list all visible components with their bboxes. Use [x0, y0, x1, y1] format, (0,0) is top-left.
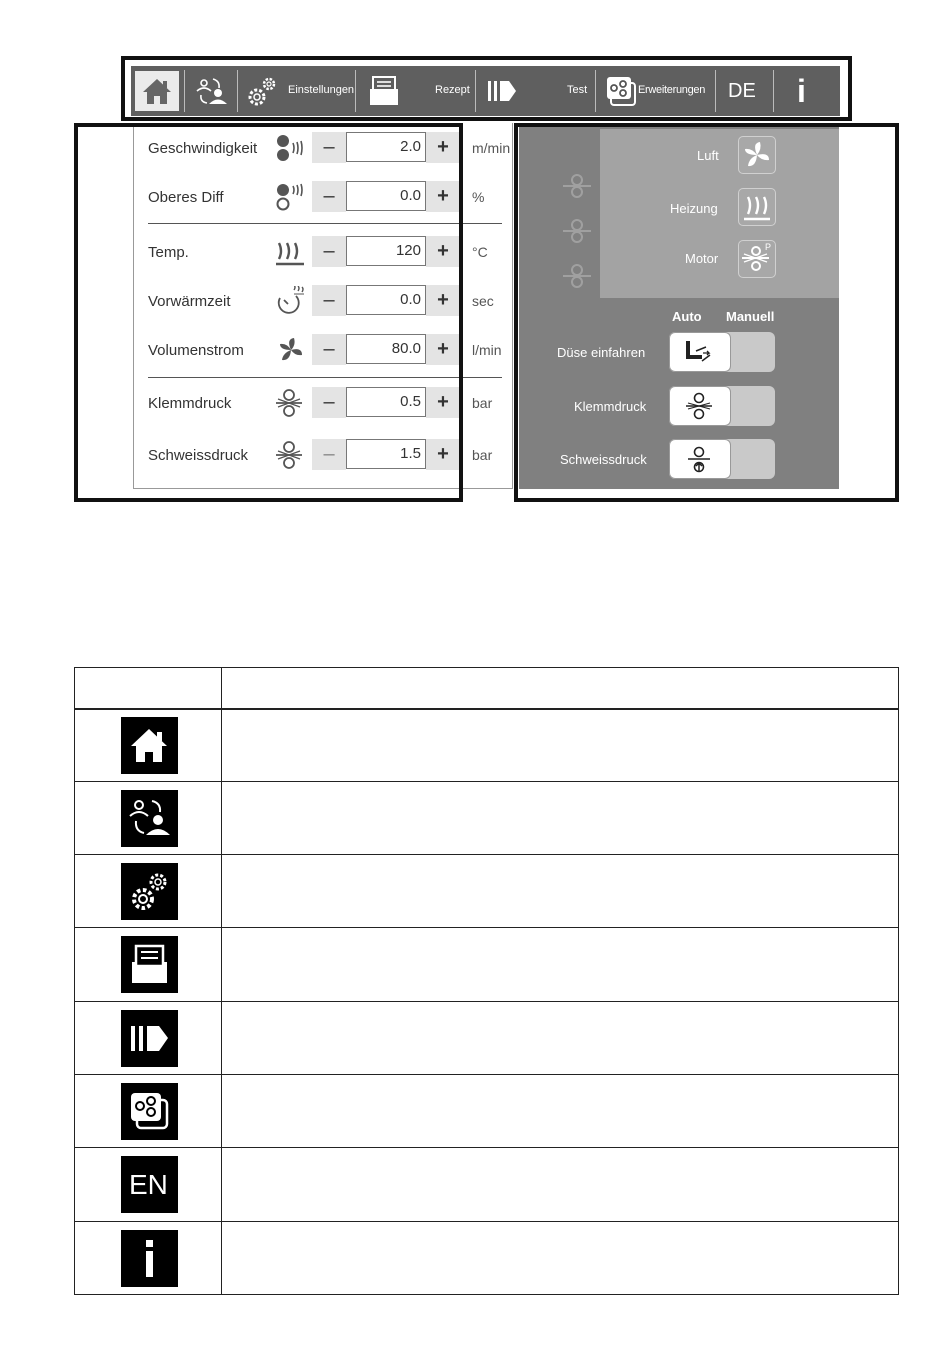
param-row-preheat [134, 284, 514, 318]
row-divider [75, 781, 898, 782]
increase-button[interactable]: + [426, 387, 460, 418]
nozzle-retract-label: Düse einfahren [557, 345, 646, 360]
clamp-pressure-label: Klemmdruck [574, 399, 647, 414]
heating-icon [739, 189, 775, 225]
info-icon [121, 1230, 178, 1287]
clamp-pressure-icon [670, 387, 730, 425]
toolbar-divider [184, 70, 185, 112]
row-divider [75, 927, 898, 928]
svg-text:P: P [765, 242, 772, 252]
nozzle-retract-toggle[interactable] [669, 332, 775, 372]
param-row-weld-pressure [134, 438, 514, 472]
toolbar-divider [715, 70, 716, 112]
recipe-label: Rezept [435, 84, 470, 96]
pressure-ghost-icon [561, 258, 597, 294]
increase-button[interactable]: + [426, 181, 460, 212]
test-button[interactable] [481, 71, 593, 111]
home-icon [121, 717, 178, 774]
extensions-icon [601, 71, 641, 111]
weld-pressure-icon [670, 440, 730, 478]
unit-label: % [472, 189, 485, 205]
unit-label: l/min [472, 342, 502, 358]
decrease-button[interactable]: – [312, 439, 346, 470]
param-row-speed [134, 131, 514, 165]
increase-button[interactable]: + [426, 236, 460, 267]
value-field[interactable]: 1.5 [346, 439, 426, 469]
unit-label: m/min [472, 140, 511, 156]
manual-header: Manuell [726, 309, 775, 324]
param-label: Klemmdruck [148, 395, 232, 412]
weld-pressure-toggle[interactable] [669, 439, 775, 479]
param-label: Geschwindigkeit [148, 140, 258, 157]
param-row-temp [134, 235, 514, 269]
test-arrow-icon [121, 1010, 178, 1067]
param-label: Schweissdruck [148, 447, 249, 464]
speed-ghost-icon [561, 213, 597, 249]
value-field[interactable]: 0.0 [346, 285, 426, 315]
unit-label: bar [472, 447, 493, 463]
home-button[interactable] [135, 71, 179, 111]
increase-button[interactable]: + [426, 334, 460, 365]
unit-label: °C [472, 244, 488, 260]
language-icon: EN [129, 1169, 168, 1200]
legend-row-settings [121, 863, 178, 920]
group-divider [148, 377, 502, 378]
parameter-panel [133, 123, 513, 489]
value-field[interactable]: 2.0 [346, 132, 426, 162]
row-divider [75, 854, 898, 855]
weld-pressure-label: Schweissdruck [560, 452, 647, 467]
clamp-pressure-toggle[interactable] [669, 386, 775, 426]
toolbar-divider [475, 70, 476, 112]
heating-switch-button[interactable] [738, 188, 776, 226]
column-divider [221, 668, 222, 1294]
home-icon [135, 71, 179, 111]
settings-button[interactable] [243, 71, 353, 111]
motor-label: Motor [685, 251, 719, 266]
row-divider [75, 1001, 898, 1002]
value-field[interactable]: 0.5 [346, 387, 426, 417]
clamp-pressure-icon [274, 388, 308, 418]
toolbar-divider [237, 70, 238, 112]
manual-control-panel [519, 123, 839, 489]
param-row-volume-flow [134, 333, 514, 367]
legend-row-info [121, 1230, 178, 1287]
nozzle-retract-icon [670, 333, 730, 371]
heating-icon [274, 237, 308, 267]
decrease-button[interactable]: – [312, 181, 346, 212]
row-divider [75, 1221, 898, 1222]
toolbar-divider [773, 70, 774, 112]
toolbar-divider [595, 70, 596, 112]
language-label: DE [728, 80, 756, 102]
info-icon: i [797, 73, 806, 109]
motor-ghost-icon [561, 168, 597, 204]
auto-header: Auto [672, 309, 702, 324]
toggle-knob [669, 332, 731, 372]
value-field[interactable]: 80.0 [346, 334, 426, 364]
toolbar-divider [355, 70, 356, 112]
legend-row-extensions [121, 1083, 178, 1140]
main-toolbar [131, 66, 840, 116]
air-switch-button[interactable] [738, 136, 776, 174]
heating-label: Heizung [670, 201, 718, 216]
decrease-button[interactable]: – [312, 285, 346, 316]
unit-label: sec [472, 293, 494, 309]
decrease-button[interactable]: – [312, 387, 346, 418]
recipe-icon [121, 936, 178, 993]
header-divider [75, 708, 898, 710]
recipe-button[interactable] [361, 71, 473, 111]
test-label: Test [567, 84, 588, 96]
toggle-knob [669, 439, 731, 479]
unit-label: bar [472, 395, 493, 411]
switch-group [600, 129, 839, 298]
legend-row-user-exchange [121, 790, 178, 847]
gears-icon [121, 863, 178, 920]
toggle-knob [669, 386, 731, 426]
row-divider [75, 1074, 898, 1075]
fan-icon [274, 335, 308, 365]
user-exchange-icon [189, 71, 233, 111]
motor-icon [739, 241, 775, 277]
settings-label: Einstellungen [288, 84, 355, 96]
decrease-button[interactable]: – [312, 334, 346, 365]
weld-pressure-icon [274, 440, 308, 470]
legend-row-recipe [121, 936, 178, 993]
increase-button[interactable]: + [426, 132, 460, 163]
motor-switch-button[interactable] [738, 240, 776, 278]
param-label: Oberes Diff [148, 189, 224, 206]
row-divider [75, 1147, 898, 1148]
decrease-button[interactable]: – [312, 132, 346, 163]
extensions-label: Erweiterungen [638, 84, 706, 96]
extensions-button[interactable] [601, 71, 713, 111]
info-button[interactable] [779, 71, 834, 111]
extensions-icon [121, 1083, 178, 1140]
value-field[interactable]: 0.0 [346, 181, 426, 211]
value-field[interactable]: 120 [346, 236, 426, 266]
decrease-button[interactable]: – [312, 236, 346, 267]
param-label: Temp. [148, 244, 189, 261]
upper-diff-icon [274, 182, 308, 212]
group-divider [148, 223, 502, 224]
param-label: Volumenstrom [148, 342, 244, 359]
param-label: Vorwärmzeit [148, 293, 231, 310]
speed-rollers-icon [274, 133, 308, 163]
preheat-time-icon [274, 286, 308, 316]
test-arrow-icon [481, 71, 521, 111]
fan-icon [739, 137, 775, 173]
recipe-icon [361, 71, 401, 111]
language-button[interactable] [721, 71, 771, 111]
param-row-clamp-pressure [134, 386, 514, 420]
legend-row-home [121, 717, 178, 774]
legend-row-language [121, 1156, 178, 1213]
param-row-upper-diff [134, 180, 514, 214]
user-exchange-icon [121, 790, 178, 847]
increase-button[interactable]: + [426, 285, 460, 316]
air-label: Luft [697, 148, 719, 163]
increase-button[interactable]: + [426, 439, 460, 470]
user-exchange-button[interactable] [189, 71, 235, 111]
icon-legend-table [74, 667, 899, 1295]
gears-icon [243, 71, 281, 111]
legend-row-test [121, 1010, 178, 1067]
